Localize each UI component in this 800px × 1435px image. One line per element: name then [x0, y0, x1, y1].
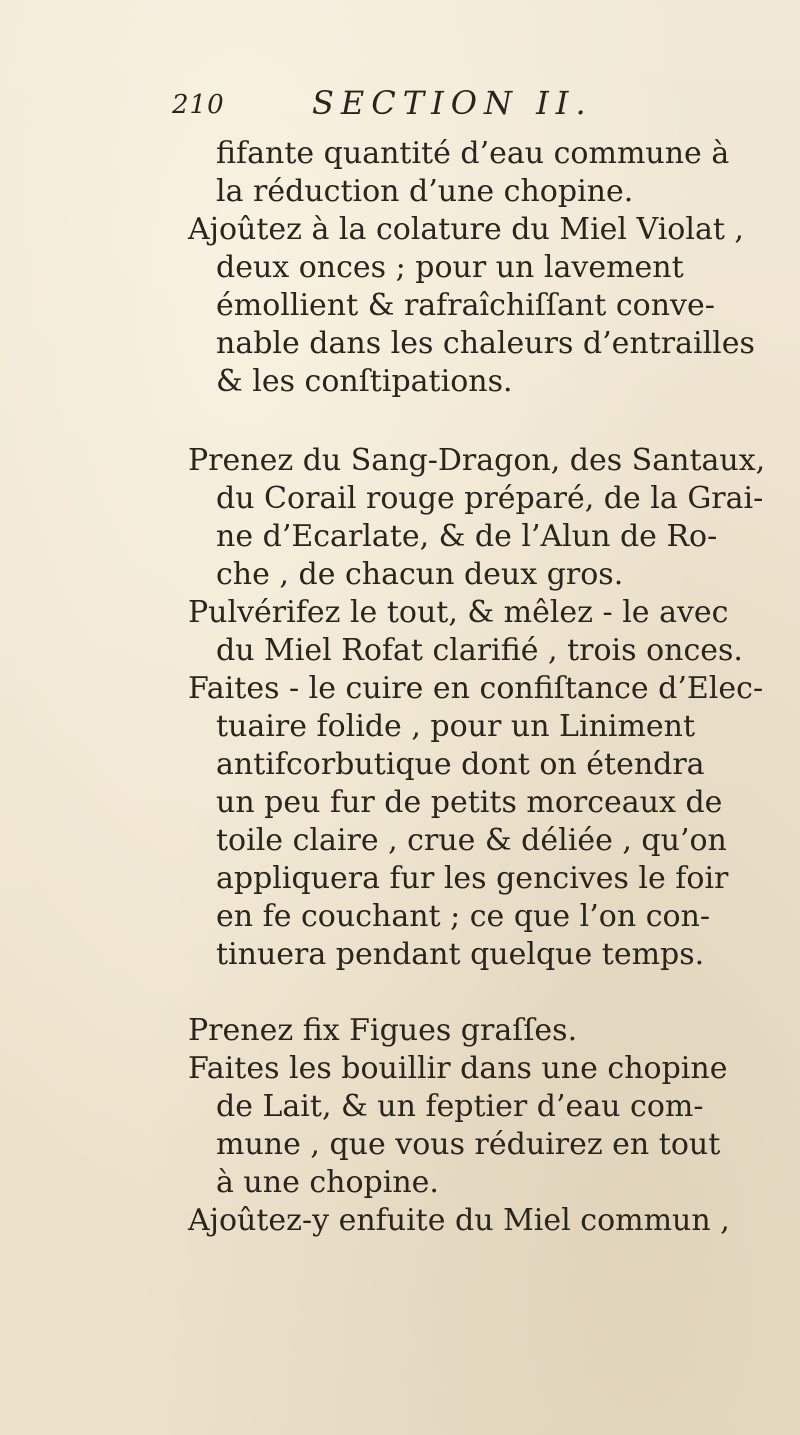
text-line: deux onces ; pour un lavement [216, 250, 684, 285]
text-line: un peu fur de petits morceaux de [216, 785, 723, 820]
text-line: & les conſtipations. [216, 364, 513, 399]
text-line: du Corail rouge préparé, de la Grai- [216, 481, 764, 516]
running-head: SECTION II. [312, 84, 593, 122]
text-line: appliquera fur les gencives le foir [216, 861, 729, 896]
text-line: du Miel Rofat clarifié , trois onces. [216, 633, 743, 668]
text-line: Prenez fix Figues graſſes. [188, 1013, 578, 1048]
text-line: Ajoûtez-y enfuite du Miel commun , [188, 1203, 730, 1238]
text-line: che , de chacun deux gros. [216, 557, 624, 592]
text-line: en fe couchant ; ce que l’on con- [216, 899, 711, 934]
text-line: toile claire , crue & déliée , qu’on [216, 823, 727, 858]
text-line: la réduction d’une chopine. [216, 174, 634, 209]
text-line: de Lait, & un feptier d’eau com- [216, 1089, 704, 1124]
text-line: fifante quantité d’eau commune à [216, 136, 730, 171]
text-line: nable dans les chaleurs d’entrailles [216, 326, 755, 361]
text-line: Prenez du Sang-Dragon, des Santaux, [188, 443, 766, 478]
text-line: ne d’Ecarlate, & de l’Alun de Ro- [216, 519, 718, 554]
text-line: Faites les bouillir dans une chopine [188, 1051, 728, 1086]
page-number: 210 [172, 90, 225, 120]
text-line: Pulvérifez le tout, & mêlez - le avec [188, 595, 729, 630]
text-line: Ajoûtez à la colature du Miel Violat , [188, 212, 744, 247]
text-line: tinuera pendant quelque temps. [216, 937, 705, 972]
text-line: mune , que vous réduirez en tout [216, 1127, 721, 1162]
text-line: à une chopine. [216, 1165, 439, 1200]
text-line: antifcorbutique dont on étendra [216, 747, 705, 782]
text-line: émollient & rafraîchiſſant conve- [216, 288, 715, 323]
text-line: tuaire folide , pour un Liniment [216, 709, 696, 744]
text-line: Faites - le cuire en confiſtance d’Elec- [188, 671, 764, 706]
